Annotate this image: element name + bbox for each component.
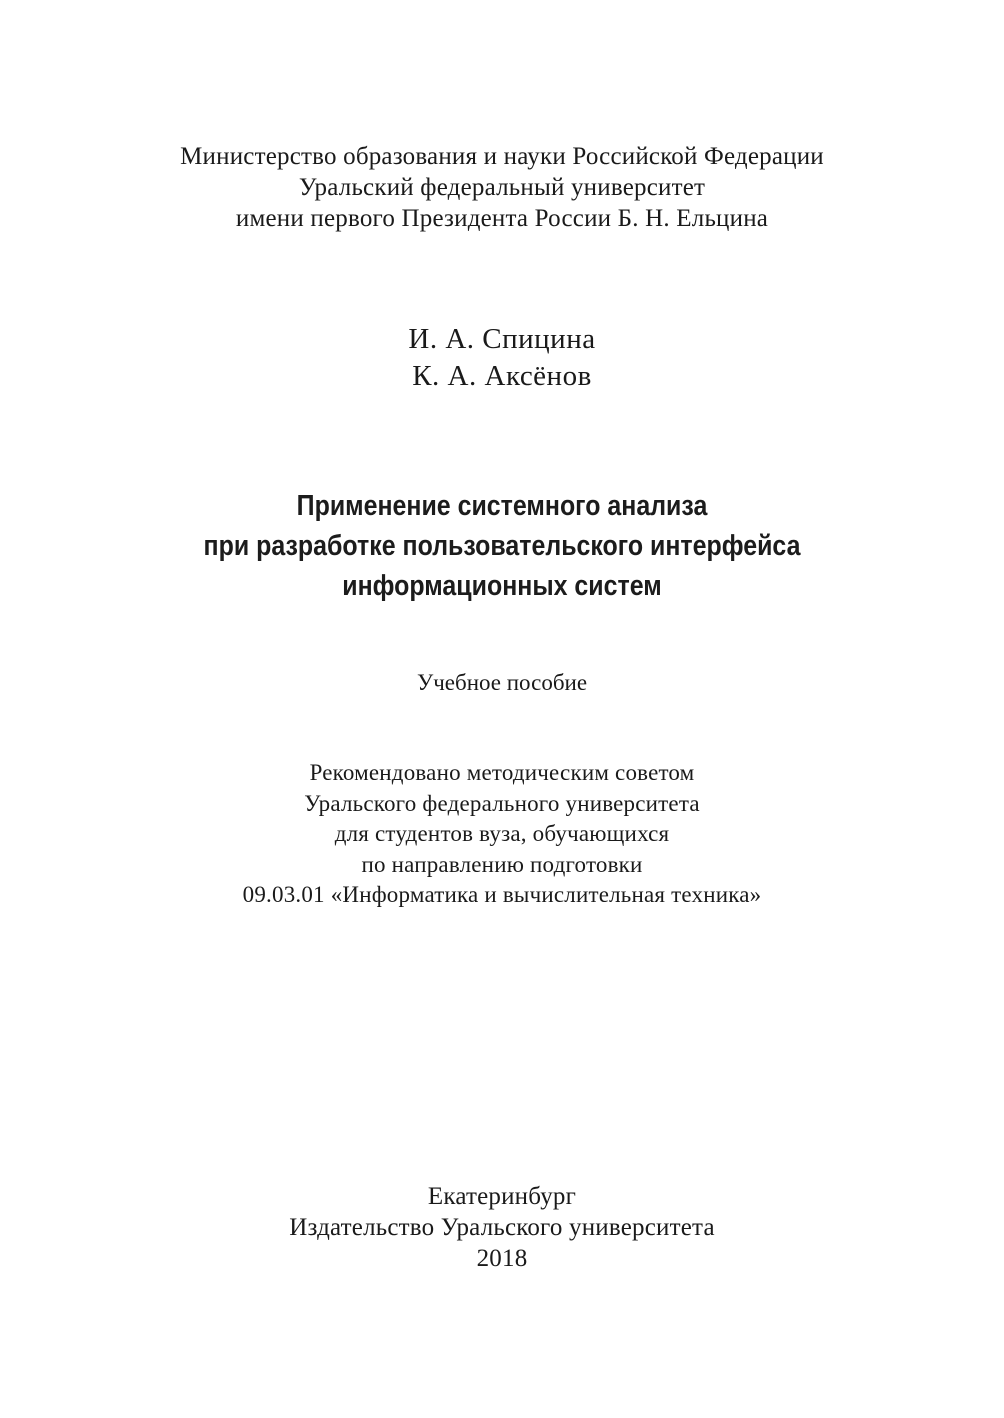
- title-line: при разработке пользовательского интерфейса: [203, 530, 801, 562]
- university-line: Уральский федеральный университет: [298, 174, 706, 201]
- title-line: информационных систем: [342, 570, 662, 602]
- imprint-city: Екатеринбург: [427, 1183, 577, 1210]
- title-line: Применение системного анализа: [296, 490, 708, 522]
- recommendation-line: для студентов вуза, обучающихся: [334, 821, 670, 846]
- imprint-publisher: Издательство Уральского университета: [289, 1214, 715, 1241]
- recommendation-line: Уральского федерального университета: [304, 790, 700, 816]
- recommendation-note: [0, 758, 1004, 911]
- ministry-line: Министерство образования и науки Российской Федерации: [180, 143, 824, 170]
- document-type: [0, 668, 1004, 698]
- university-named-line: имени первого Президента России Б. Н. Ельцина: [235, 205, 769, 232]
- publication-imprint: [0, 1181, 1004, 1274]
- recommendation-line: 09.03.01 «Информатика и вычислительная техника»: [242, 882, 762, 907]
- imprint-year: 2018: [476, 1245, 528, 1272]
- authors: [0, 321, 1004, 395]
- book-title: [70, 486, 933, 606]
- institution-header: [0, 141, 1004, 234]
- document-type-label: Учебное пособие: [416, 670, 588, 695]
- author-name: К. А. Аксёнов: [412, 360, 592, 392]
- author-name: И. А. Спицина: [408, 323, 596, 355]
- recommendation-line: Рекомендовано методическим советом: [309, 760, 695, 785]
- recommendation-line: по направлению подготовки: [361, 851, 643, 877]
